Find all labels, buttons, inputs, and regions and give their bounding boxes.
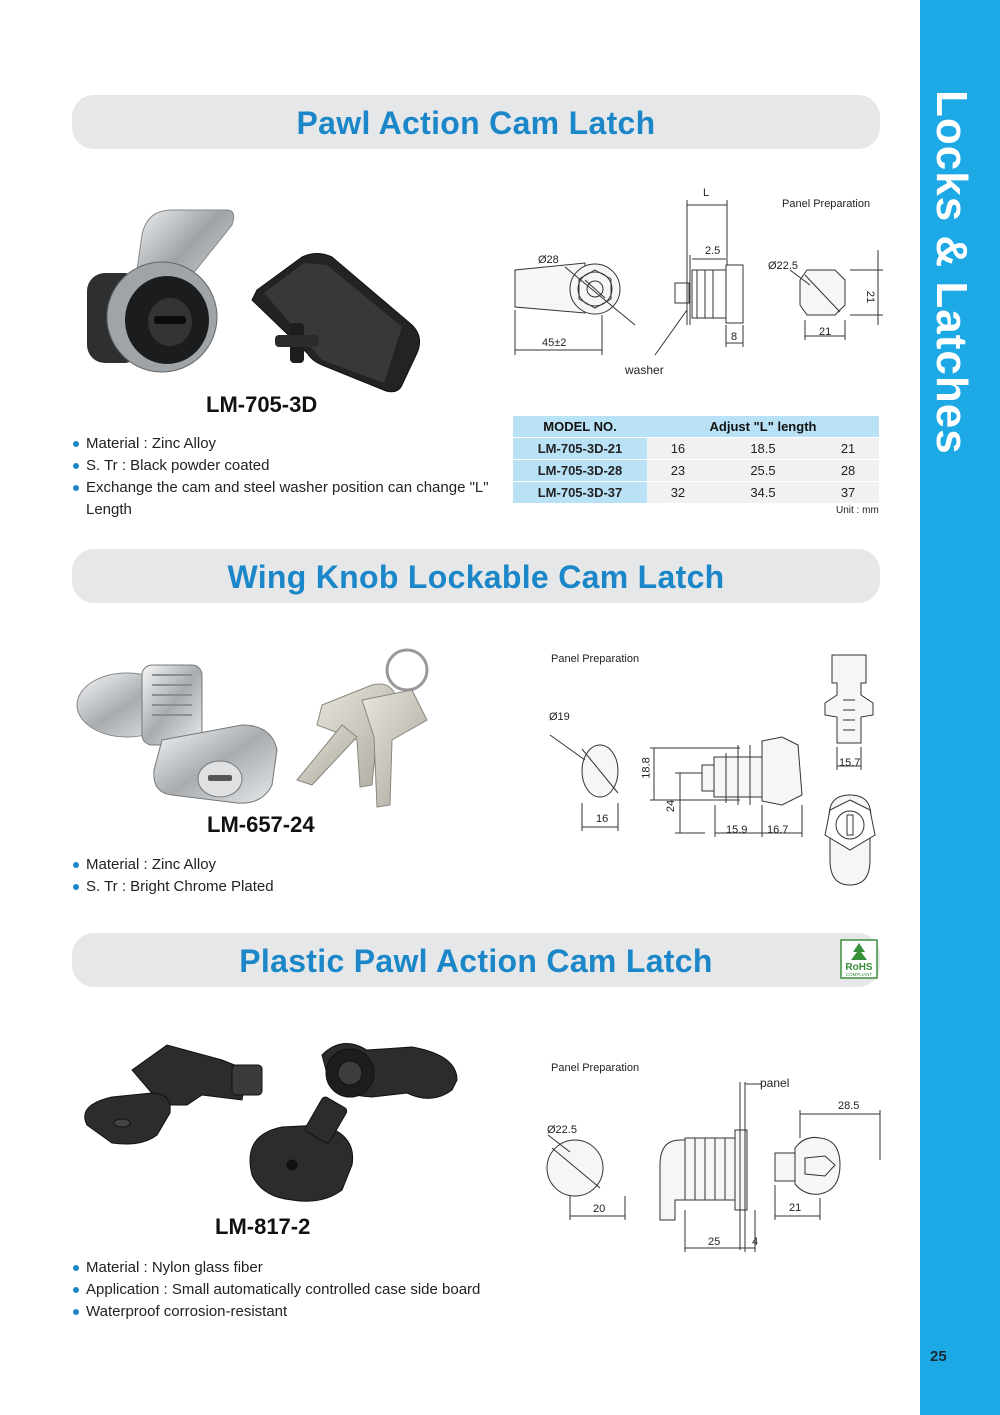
adjust-length-table: [513, 415, 879, 504]
section-banner-plastic-pawl: [72, 933, 880, 987]
section-title: Wing Knob Lockable Cam Latch: [227, 559, 725, 595]
dim-label: Ø19: [549, 711, 570, 723]
product-photo-lm-705-3d: [72, 195, 432, 395]
section-title: Plastic Pawl Action Cam Latch: [239, 943, 713, 979]
dim-label: 15.9: [726, 824, 748, 836]
model-label: LM-817-2: [215, 1214, 311, 1239]
dim-label: 28.5: [838, 1100, 860, 1112]
dim-label: 2.5: [705, 245, 721, 257]
svg-text:RoHS: RoHS: [845, 962, 873, 973]
feature-item: S. Tr : Black powder coated: [72, 455, 492, 477]
dim-label: Ø22.5: [547, 1124, 577, 1136]
table-cell: 23: [647, 460, 709, 481]
dim-label: 16: [596, 813, 609, 825]
table-row: [513, 482, 879, 503]
dim-label: 25: [708, 1236, 721, 1248]
feature-item: Application : Small automatically controlled case side board: [72, 1279, 532, 1301]
table-cell: 16: [647, 438, 709, 459]
model-label: LM-705-3D: [206, 392, 318, 417]
technical-drawing-lm-657-24: [540, 645, 885, 890]
product-photo-lm-817-2: [72, 1025, 472, 1215]
technical-drawing-lm-817-2: [540, 1070, 885, 1255]
dim-label: 16.7: [767, 824, 789, 836]
dim-label: 20: [593, 1203, 606, 1215]
dim-label: L: [703, 187, 710, 199]
table-cell: 32: [647, 482, 709, 503]
table-cell: 21: [817, 438, 879, 459]
page-number: 25: [930, 1348, 947, 1365]
table-cell: 18.5: [709, 438, 817, 459]
dim-label: Ø28: [538, 254, 559, 266]
table-cell: LM-705-3D-21: [513, 438, 647, 459]
dim-label: 24: [665, 799, 678, 813]
feature-item: Waterproof corrosion-resistant: [72, 1301, 532, 1323]
table-cell: 34.5: [709, 482, 817, 503]
dim-label: Ø22.5: [768, 260, 798, 272]
panel-preparation-label: Panel Preparation: [551, 1062, 640, 1074]
section-banner-wing-knob: [72, 549, 880, 603]
dim-label: 18.8: [640, 757, 653, 779]
side-tab-title: Locks & Latches: [927, 90, 976, 455]
product-photo-lm-657-24: [72, 645, 452, 815]
section-banner-pawl: [72, 95, 880, 149]
table-cell: 37: [817, 482, 879, 503]
dim-label: 45±2: [542, 337, 567, 349]
feature-item: Material : Zinc Alloy: [72, 433, 492, 455]
svg-text:COMPLIANT: COMPLIANT: [845, 972, 873, 977]
table-row: [513, 460, 879, 481]
feature-list: [72, 433, 492, 521]
panel-preparation-label: Panel Preparation: [782, 198, 871, 210]
feature-item: Material : Nylon glass fiber: [72, 1257, 532, 1279]
section-title: Pawl Action Cam Latch: [296, 105, 656, 141]
dim-label: 21: [819, 326, 832, 338]
washer-label: washer: [625, 363, 664, 377]
panel-preparation-label: Panel Preparation: [551, 653, 640, 665]
side-tab: [920, 0, 1000, 1415]
table-cell: 25.5: [709, 460, 817, 481]
feature-item: S. Tr : Bright Chrome Plated: [72, 876, 492, 898]
unit-note: Unit : mm: [836, 505, 879, 516]
table-cell: LM-705-3D-28: [513, 460, 647, 481]
panel-label: panel: [760, 1076, 790, 1090]
rohs-badge-icon: [840, 939, 878, 979]
table-header: Adjust "L" length: [647, 416, 879, 437]
table-cell: LM-705-3D-37: [513, 482, 647, 503]
table-row: [513, 438, 879, 459]
feature-item: Exchange the cam and steel washer position can change "L" Length: [72, 477, 492, 521]
dim-label: 4: [752, 1236, 759, 1248]
dim-label: 21: [864, 290, 877, 304]
feature-list: [72, 1257, 532, 1323]
model-label: LM-657-24: [207, 812, 315, 837]
dim-label: 21: [789, 1202, 802, 1214]
dim-label: 8: [731, 331, 738, 343]
dim-label: 15.7: [839, 757, 861, 769]
table-cell: 28: [817, 460, 879, 481]
table-header: MODEL NO.: [513, 416, 647, 437]
feature-item: Material : Zinc Alloy: [72, 854, 492, 876]
feature-list: [72, 854, 492, 898]
